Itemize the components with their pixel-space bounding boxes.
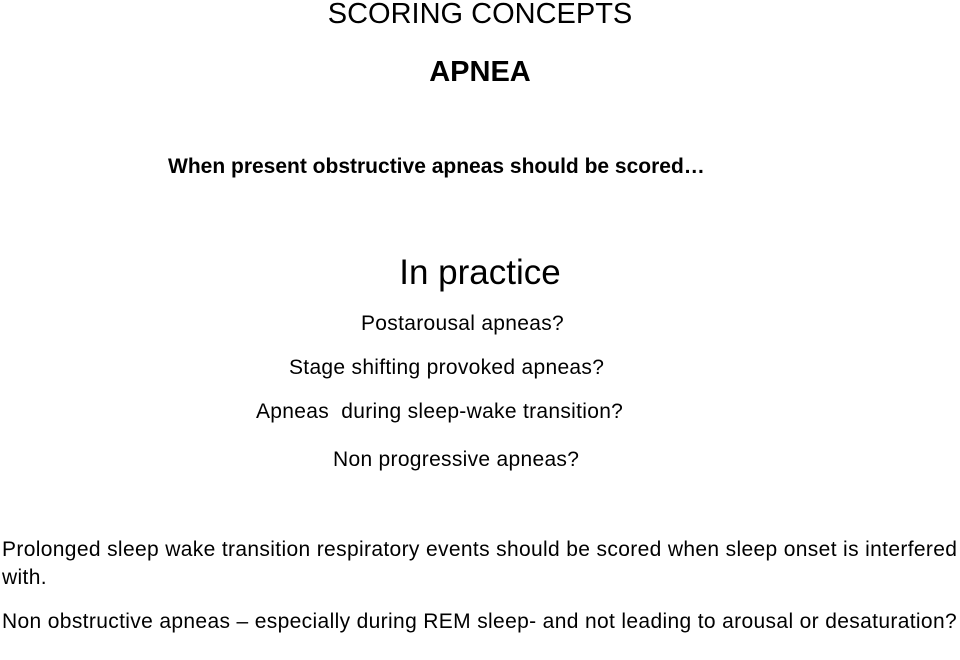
question-item: Non progressive apneas? bbox=[333, 448, 580, 471]
paragraph-non-obstructive: Non obstructive apneas – especially during REM sleep- and not leading to arousal or desaturation? bbox=[2, 610, 958, 633]
section-heading: In practice bbox=[399, 253, 561, 292]
intro-text: When present obstructive apneas should be scored… bbox=[168, 155, 705, 178]
question-item: Postarousal apneas? bbox=[361, 312, 565, 335]
paragraph-sleep-onset: Prolonged sleep wake transition respiratory events should be scored when sleep onset is interfered with. bbox=[2, 538, 958, 589]
slide-subtitle: APNEA bbox=[429, 56, 531, 88]
question-item: Stage shifting provoked apneas? bbox=[289, 356, 605, 379]
slide-title: SCORING CONCEPTS bbox=[327, 0, 633, 30]
question-item: Apneas during sleep-wake transition? bbox=[256, 400, 624, 423]
